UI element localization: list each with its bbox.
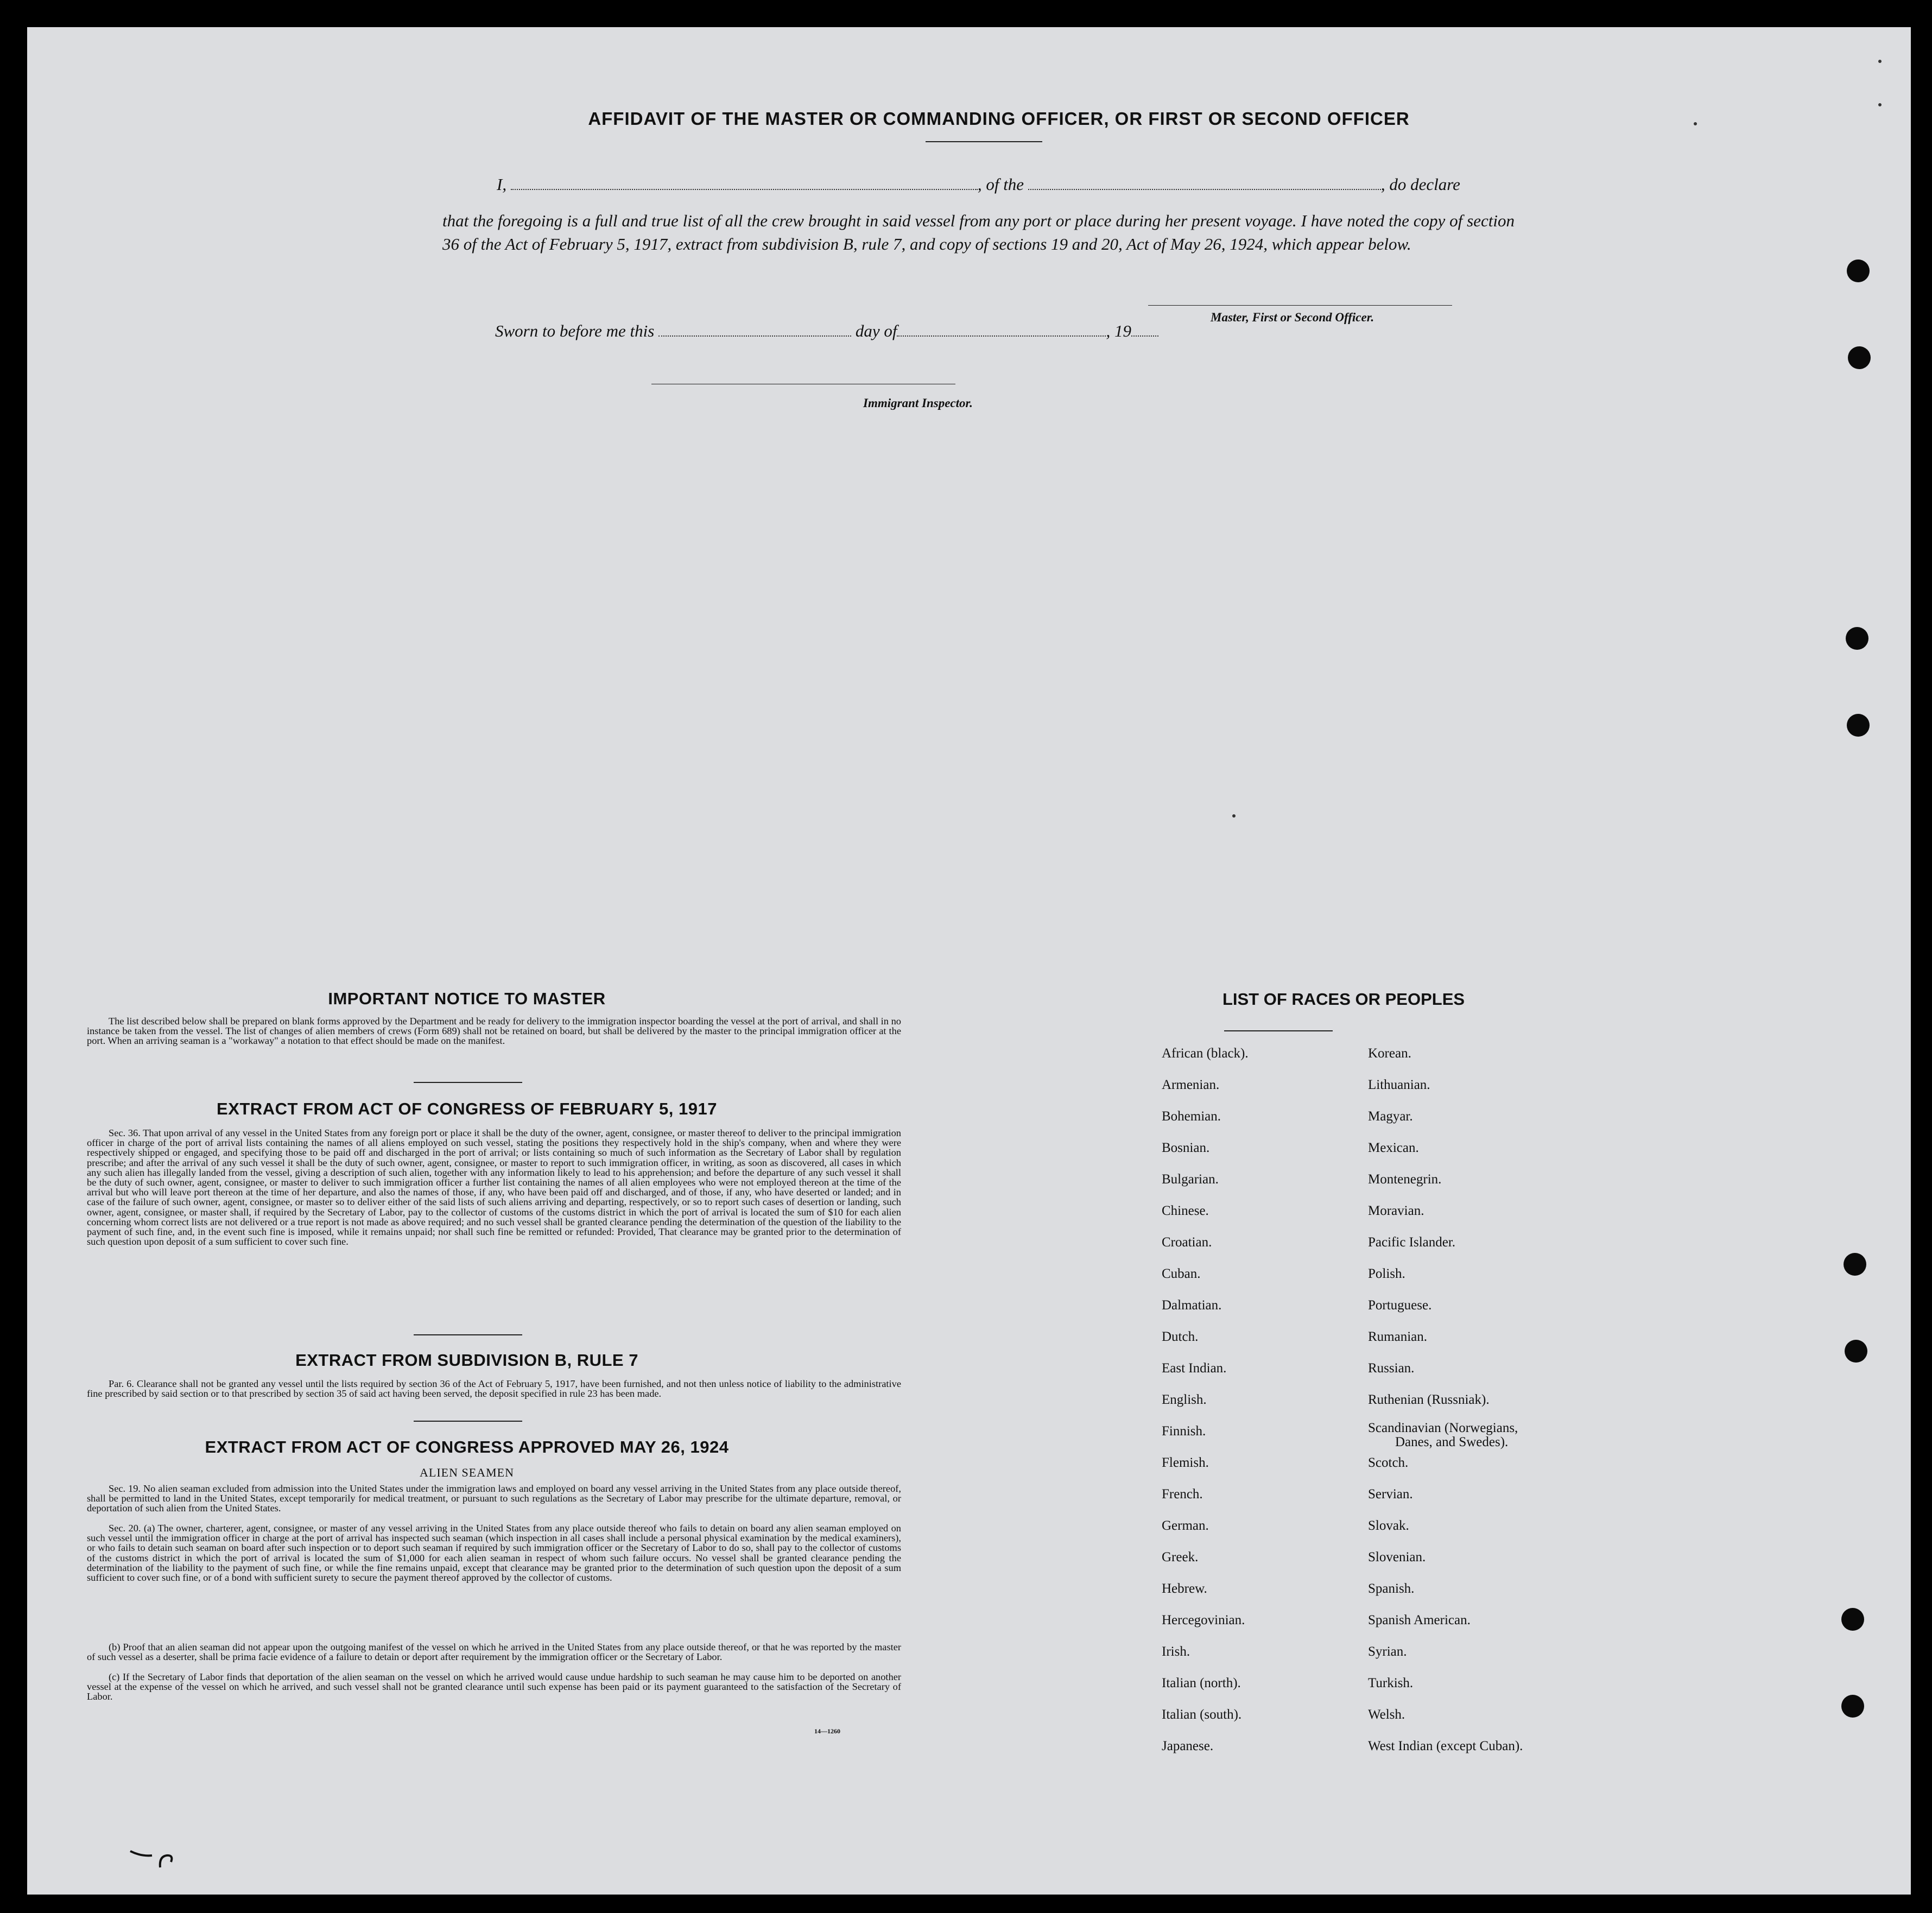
master-signature-line: [1148, 305, 1452, 306]
race-item: Magyar.: [1368, 1109, 1413, 1124]
speck: [1694, 122, 1697, 125]
races-title-rule: [1224, 1030, 1333, 1031]
race-item: Hercegovinian.: [1162, 1613, 1245, 1627]
affidavit-body: that the foregoing is a full and true list of all the crew brought in said vessel from any port or place during her present voyage. I have noted the copy of section 36 of the Act of February 5, 1917, extract from subdivision B, rule 7, and copy of sections 19 and 20, Act of May 26, 1924, which appear below.: [442, 211, 1515, 254]
form-number: 14—1260: [814, 1727, 840, 1735]
year-text: , 19: [1106, 321, 1131, 340]
pen-mark-icon: [128, 1840, 187, 1873]
race-item: Spanish American.: [1368, 1613, 1471, 1627]
speck: [1878, 103, 1882, 106]
master-signature-label: Master, First or Second Officer.: [1211, 311, 1374, 324]
race-item: Montenegrin.: [1368, 1172, 1442, 1187]
race-item: Irish.: [1162, 1644, 1190, 1659]
race-item: Japanese.: [1162, 1739, 1214, 1753]
race-item: Greek.: [1162, 1550, 1199, 1564]
binder-hole-2: [1848, 346, 1871, 369]
race-item: Cuban.: [1162, 1266, 1201, 1281]
race-item: Scandinavian (Norwegians,: [1368, 1421, 1518, 1435]
race-item: Lithuanian.: [1368, 1078, 1430, 1092]
race-item: Finnish.: [1162, 1424, 1206, 1439]
race-item: Flemish.: [1162, 1455, 1209, 1470]
document-page: [27, 27, 1911, 1895]
race-item: Welsh.: [1368, 1707, 1405, 1722]
section-rule: [414, 1421, 522, 1422]
race-item: West Indian (except Cuban).: [1368, 1739, 1523, 1753]
race-item: Rumanian.: [1368, 1329, 1428, 1344]
race-item: Slovak.: [1368, 1518, 1409, 1533]
race-item: African (black).: [1162, 1046, 1249, 1061]
inspector-signature-label: Immigrant Inspector.: [863, 396, 973, 410]
race-item: Chinese.: [1162, 1203, 1209, 1218]
alien-seamen-subtitle: ALIEN SEAMEN: [420, 1466, 514, 1479]
race-item: Slovenian.: [1368, 1550, 1426, 1564]
race-item: Croatian.: [1162, 1235, 1212, 1250]
race-item: French.: [1162, 1487, 1203, 1502]
speck: [1232, 814, 1236, 818]
race-item: Dutch.: [1162, 1329, 1199, 1344]
race-item: Armenian.: [1162, 1078, 1220, 1092]
extract-rule7-title: EXTRACT FROM SUBDIVISION B, RULE 7: [295, 1351, 638, 1370]
sworn-date-blank: [658, 321, 851, 337]
extract-1924-sec20a: Sec. 20. (a) The owner, charterer, agent, consignee, or master of any vessel arriving in the United States from any place outside thereof who fails to detain on board any alien seaman employed on such vessel until the immigration officer in charge at the port of arrival has inspected such seaman (which inspection in all cases shall include a personal physical examination by the medical examiners), or who fails to detain such seaman on board after such inspection or to deport such seaman if required by such immigration officer or the Secretary of Labor to do so, shall pay to the collector of customs of the customs district in which the port of arrival is located the sum of $1,000 for each alien seaman in respect of whom such failure occurs. No vessel shall be granted clearance pending the determination of the liability to the payment of such fine, or while the fine remains unpaid, except that clearance may be granted prior to the determination of such question upon the deposit of a sum sufficient to cover such fine, or of a bond with sufficient surety to secure the payment thereof approved by the collector of customs.: [87, 1523, 901, 1583]
section-rule: [414, 1334, 522, 1335]
section-rule: [414, 1082, 522, 1083]
affidavit-title: AFFIDAVIT OF THE MASTER OR COMMANDING OFFICER, OR FIRST OR SECOND OFFICER: [588, 109, 1410, 129]
extract-1917-text: Sec. 36. That upon arrival of any vessel in the United States from any foreign port or place it shall be the duty of the owner, agent, consignee, or master thereof to deliver to the principal immigration officer in charge of the port of arrival lists containing the names of all aliens employed on such vessel, stating the positions they respectively hold in the ship's company, when and where they were respectively shipped or engaged, and specifying those to be paid off and discharged in the port of arrival; or lists containing so much of such information as the Secretary of Labor shall by regulation prescribe; and after the arrival of any such vessel it shall be the duty of such owner, agent, consignee, or master to report to such immigration officer, in writing, as soon as discovered, all cases in which any such alien has illegally landed from the vessel, giving a description of such alien, together with any information likely to lead to his apprehension; and before the departure of any such vessel it shall be the duty of such owner, agent, consignee, or master to deliver to such immigration officer a further list containing the names of all alien employees who were not employed thereon at the time of the arrival but who will leave port thereon at the time of her departure, and also the names of those, if any, who have been paid off and discharged, and of those, if any, who have deserted or landed; and in case of the failure of such owner, agent, consignee, or master so to deliver either of the said lists of such aliens arriving and departing, respectively, or so to report such cases of desertion or landing, such owner, agent, consignee, or master shall, if required by the Secretary of Labor, pay to the collector of customs of the customs district in which the port of arrival is located the sum of $10 for each alien concerning whom correct lists are not delivered or a true report is not made as above required; and no such vessel shall be granted clearance pending the determination of the question of the liability to the payment of such fine, and, in the event such fine is imposed, while it remains unpaid; nor shall such fine be remitted or refunded: Provided, That clearance may be granted prior to the determination of such question upon deposit of a sum sufficient to cover such fine.: [87, 1127, 901, 1247]
extract-1924-sec19: Sec. 19. No alien seaman excluded from admission into the United States under the immigration laws and employed on board any vessel arriving in the United States from any place outside thereof, shall be permitted to land in the United States, except temporarily for medical treatment, or pursuant to such regulations as the Secretary of Labor may prescribe for the ultimate departure, removal, or deportation of such alien from the United States.: [87, 1483, 901, 1514]
binder-hole-8: [1841, 1695, 1864, 1718]
extract-rule7-text: Par. 6. Clearance shall not be granted any vessel until the lists required by section 36 of the Act of February 5, 1917, have been furnished, and not then unless notice of liability to the administrative fine prescribed by said section or to that prescribed by section 35 of said act having been served, the deposit specified in rule 23 has been made.: [87, 1378, 901, 1399]
race-item: Russian.: [1368, 1361, 1415, 1376]
of-the-text: , of the: [977, 175, 1024, 194]
race-item: Polish.: [1368, 1266, 1405, 1281]
extract-1924-sec20b: (b) Proof that an alien seaman did not appear upon the outgoing manifest of the vessel on which he arrived in the United States from any place outside thereof, or that he was reported by the master of such vessel as a deserter, shall be prima facie evidence of a failure to detain or deport after requirement by the immigration officer or the Secretary of Labor.: [87, 1642, 901, 1663]
sworn-month-blank: [897, 321, 1106, 337]
notice-text: The list described below shall be prepared on blank forms approved by the Department and be ready for delivery to the immigration inspector boarding the vessel at the port of arrival, and shall in no instance be taken from the vessel. The list of changes of alien members of crews (Form 689) shall not be retained on board, but shall be delivered by the master to the principal immigration officer at the port. When an arriving seaman is a "workaway" a notation to that effect should be made on the manifest.: [87, 1016, 901, 1047]
sworn-line: [495, 321, 1158, 341]
vessel-name-blank: [1028, 175, 1381, 190]
binder-hole-5: [1844, 1253, 1866, 1276]
declaration-line: [497, 175, 1460, 194]
race-item: Spanish.: [1368, 1581, 1415, 1596]
sworn-prefix: Sworn to before me this: [495, 321, 655, 340]
extract-1924-title: EXTRACT FROM ACT OF CONGRESS APPROVED MAY 26, 1924: [205, 1437, 729, 1456]
race-item: English.: [1162, 1392, 1207, 1407]
race-item: Ruthenian (Russniak).: [1368, 1392, 1490, 1407]
race-item: Portuguese.: [1368, 1298, 1432, 1313]
race-item: Bulgarian.: [1162, 1172, 1219, 1187]
binder-hole-3: [1846, 627, 1868, 650]
binder-hole-4: [1847, 714, 1870, 737]
race-item: Bohemian.: [1162, 1109, 1221, 1124]
race-item: Hebrew.: [1162, 1581, 1207, 1596]
race-item: Turkish.: [1368, 1676, 1414, 1690]
race-item: German.: [1162, 1518, 1209, 1533]
binder-hole-6: [1845, 1340, 1867, 1363]
do-declare-text: , do declare: [1380, 175, 1460, 194]
race-item: Syrian.: [1368, 1644, 1407, 1659]
extract-1917-title: EXTRACT FROM ACT OF CONGRESS OF FEBRUARY 5, 1917: [217, 1099, 717, 1118]
race-item: Italian (south).: [1162, 1707, 1242, 1722]
race-item: Scotch.: [1368, 1455, 1409, 1470]
notice-title: IMPORTANT NOTICE TO MASTER: [328, 989, 606, 1008]
race-item: Korean.: [1368, 1046, 1411, 1061]
binder-hole-7: [1841, 1608, 1864, 1631]
race-item: Moravian.: [1368, 1203, 1424, 1218]
race-item: East Indian.: [1162, 1361, 1227, 1376]
speck: [1878, 60, 1882, 63]
race-item: Servian.: [1368, 1487, 1413, 1502]
declarant-name-blank: [511, 175, 978, 190]
day-of-text: day of: [855, 321, 897, 340]
race-item: Pacific Islander.: [1368, 1235, 1456, 1250]
race-item: Danes, and Swedes).: [1395, 1435, 1509, 1449]
race-item: Italian (north).: [1162, 1676, 1241, 1690]
race-item: Mexican.: [1368, 1141, 1419, 1155]
title-rule: [926, 141, 1042, 142]
races-title: LIST OF RACES OR PEOPLES: [1222, 990, 1465, 1009]
race-item: Dalmatian.: [1162, 1298, 1222, 1313]
binder-hole-1: [1847, 259, 1870, 282]
extract-1924-sec20c: (c) If the Secretary of Labor finds that deportation of the alien seaman on the vessel on which he arrived would cause undue hardship to such seaman he may cause him to be deported on another vessel at the expense of the vessel on which he arrived, and such vessel shall not be granted clearance until such expense has been paid or its payment guaranteed to the satisfaction of the Secretary of Labor.: [87, 1671, 901, 1702]
sworn-year-blank: [1131, 321, 1158, 337]
race-item: Bosnian.: [1162, 1141, 1210, 1155]
declarant-prefix: I,: [497, 175, 507, 194]
